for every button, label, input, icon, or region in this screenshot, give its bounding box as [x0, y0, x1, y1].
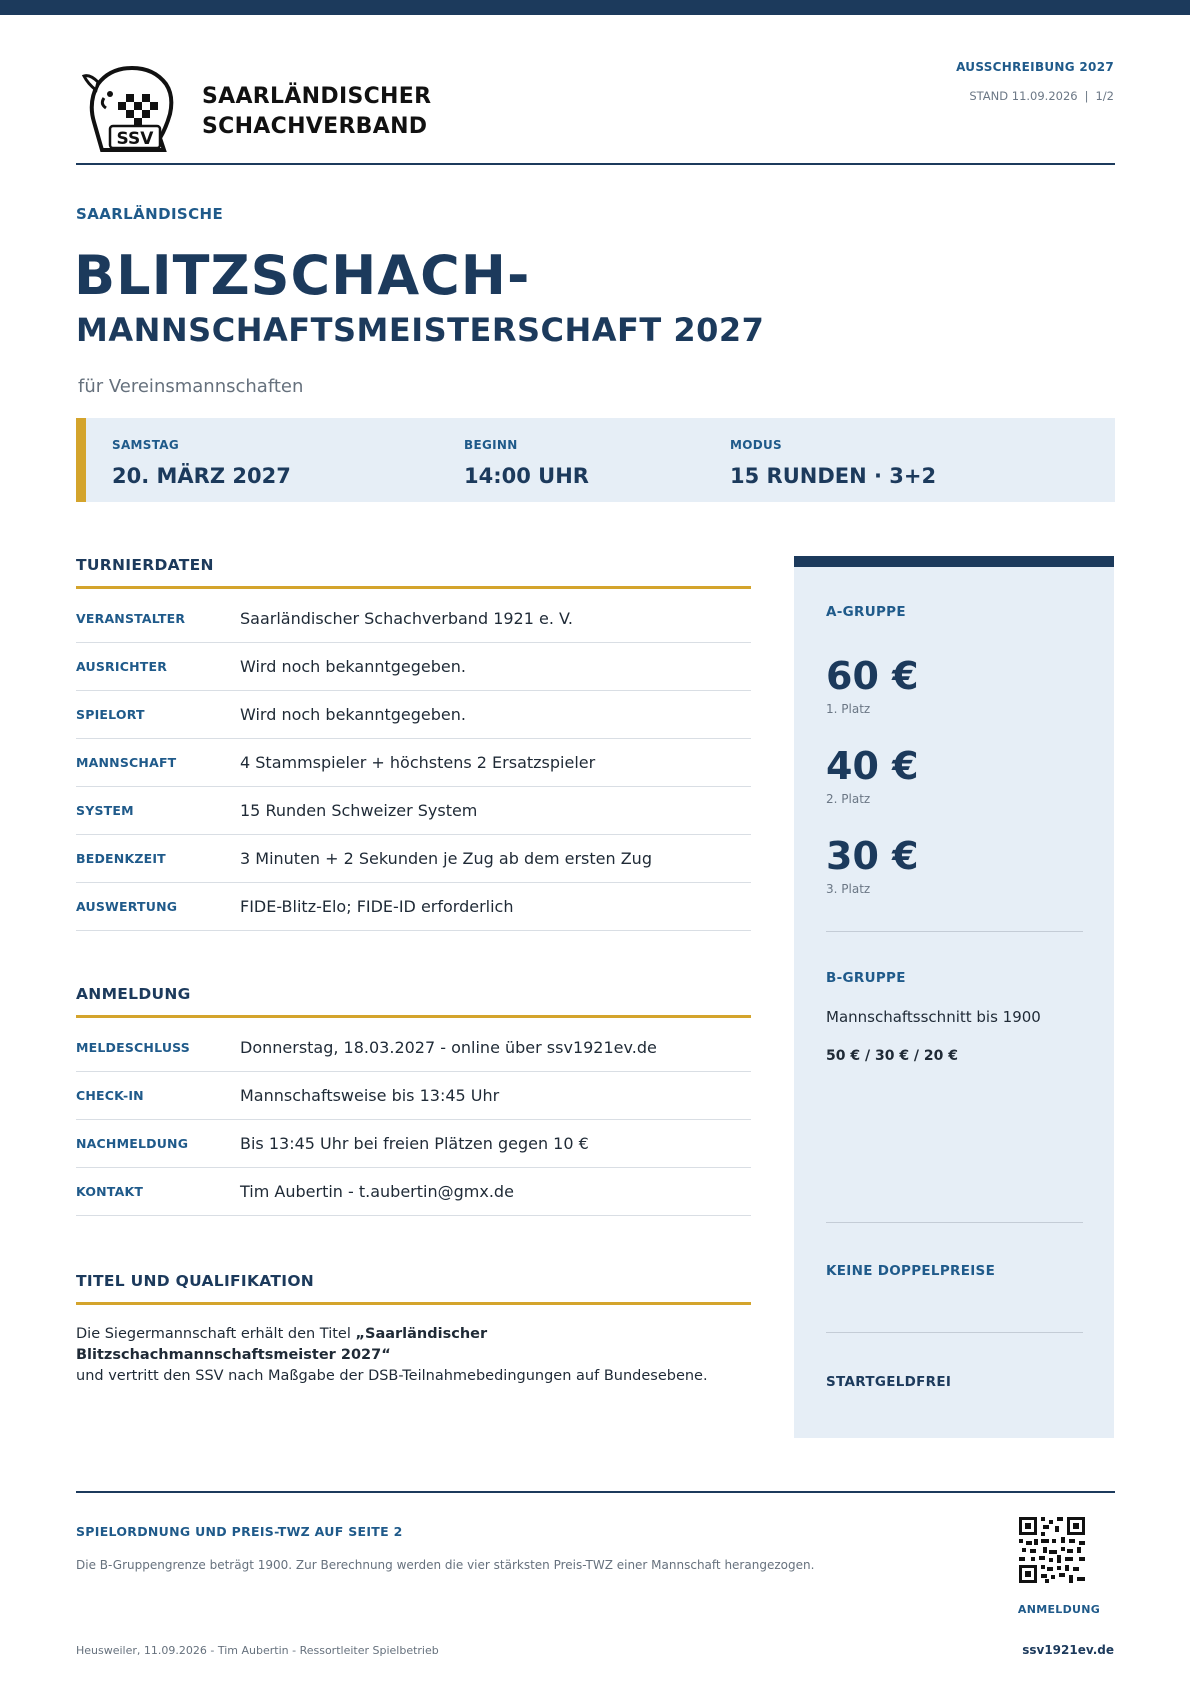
note-label: KEINE DOPPELPREISE — [826, 1263, 996, 1279]
section-title: ANMELDUNG — [76, 985, 191, 1003]
row-label: MELDESCHLUSS — [76, 1040, 191, 1055]
row-value: Tim Aubertin - t.aubertin@gmx.de — [240, 1182, 514, 1201]
keyfacts-band — [76, 418, 1115, 502]
logo-line-2: SCHACHVERBAND — [202, 114, 428, 139]
prize-item — [826, 744, 1083, 806]
footer-text: Die B-Gruppengrenze beträgt 1900. Zur Berechnung werden die vier stärksten Preis-TWZ einer Mannschaft herangezogen. — [76, 1558, 815, 1572]
table-row — [76, 595, 751, 643]
footer-divider — [76, 1491, 1115, 1493]
prize-place: 2. Platz — [826, 792, 871, 806]
a-group-label: A-GRUPPE — [826, 604, 906, 620]
table-row — [76, 883, 751, 931]
document-stand — [956, 89, 1114, 103]
titel-text-bold: „Saarländischer Blitzschachmannschaftsmeister 2027“ — [76, 1326, 488, 1363]
prize-amount: 60 € — [826, 654, 919, 698]
keyfact-start — [464, 438, 589, 488]
document-label: AUSSCHREIBUNG 2027 — [956, 60, 1114, 74]
row-value: Donnerstag, 18.03.2027 - online über ssv1921ev.de — [240, 1038, 657, 1057]
table-row — [76, 1120, 751, 1168]
footer-title: SPIELORDNUNG UND PREIS-TWZ AUF SEITE 2 — [76, 1524, 403, 1539]
footer-signature: Heusweiler, 11.09.2026 - Tim Aubertin - Ressortleiter Spielbetrieb — [76, 1644, 439, 1657]
row-label: AUSWERTUNG — [76, 899, 178, 914]
prize-item — [826, 834, 1083, 896]
note-label: STARTGELDFREI — [826, 1374, 952, 1390]
row-label: KONTAKT — [76, 1184, 144, 1199]
b-group-label: B-GRUPPE — [826, 970, 906, 986]
keyfact-value: 15 RUNDEN · 3+2 — [730, 464, 937, 488]
row-value: 4 Stammspieler + höchstens 2 Ersatzspieler — [240, 753, 596, 772]
top-color-bar — [0, 0, 1190, 15]
prize-place: 3. Platz — [826, 882, 871, 896]
title-line-1: BLITZSCHACH- — [74, 244, 531, 307]
keyfact-date — [112, 438, 291, 488]
panel-top-bar — [794, 556, 1114, 567]
row-label: BEDENKZEIT — [76, 851, 166, 866]
table-row — [76, 739, 751, 787]
panel-divider — [826, 931, 1083, 932]
keyfact-value: 20. MÄRZ 2027 — [112, 464, 291, 488]
row-value: Bis 13:45 Uhr bei freien Plätzen gegen 10 € — [240, 1134, 589, 1153]
section-rule — [76, 1015, 751, 1018]
section-turnierdaten — [76, 556, 751, 931]
row-label: MANNSCHAFT — [76, 755, 177, 770]
note-free-entry — [826, 1374, 1083, 1390]
row-value: 15 Runden Schweizer System — [240, 801, 478, 820]
section-title: TITEL UND QUALIFIKATION — [76, 1272, 315, 1290]
prize-amount: 40 € — [826, 744, 919, 788]
title-line-2: MANNSCHAFTSMEISTERSCHAFT 2027 — [76, 311, 765, 349]
b-group-text: Mannschaftsschnitt bis 1900 — [826, 1008, 1041, 1026]
title-eyebrow: SAARLÄNDISCHE — [76, 205, 224, 223]
keyfact-mode — [730, 438, 936, 488]
row-label: SPIELORT — [76, 707, 145, 722]
table-row — [76, 835, 751, 883]
table-row — [76, 691, 751, 739]
stand-date: STAND 11.09.2026 — [969, 89, 1078, 103]
qr-label: ANMELDUNG — [1017, 1603, 1101, 1616]
keyfact-label: SAMSTAG — [112, 438, 180, 452]
table-row — [76, 787, 751, 835]
logo-emblem-text: SSV — [116, 129, 154, 149]
header-divider — [76, 163, 1115, 165]
prize-item — [826, 654, 1083, 716]
separator: | — [1084, 89, 1089, 103]
section-titel — [76, 1272, 751, 1387]
prize-panel — [794, 556, 1114, 1438]
logo-line-1: SAARLÄNDISCHER — [202, 84, 432, 109]
section-title: TURNIERDATEN — [76, 556, 214, 574]
titel-text-after: und vertritt den SSV nach Maßgabe der DSB-Teilnahmebedingungen auf Bundesebene. — [76, 1368, 708, 1384]
page-number: 1/2 — [1095, 89, 1114, 103]
panel-divider — [826, 1222, 1083, 1223]
footer-website-link[interactable]: ssv1921ev.de — [1022, 1643, 1114, 1657]
prize-amount: 30 € — [826, 834, 919, 878]
b-group-amounts: 50 € / 30 € / 20 € — [826, 1048, 959, 1064]
keyfact-label: BEGINN — [464, 438, 518, 452]
row-value: Mannschaftsweise bis 13:45 Uhr — [240, 1086, 500, 1105]
section-rule — [76, 586, 751, 589]
row-value: Wird noch bekanntgegeben. — [240, 657, 466, 676]
prize-place: 1. Platz — [826, 702, 871, 716]
ssv-logo — [80, 62, 430, 158]
keyfact-value: 14:00 UHR — [464, 464, 589, 488]
section-rule — [76, 1302, 751, 1305]
table-row — [76, 1168, 751, 1216]
row-label: AUSRICHTER — [76, 659, 168, 674]
row-label: CHECK-IN — [76, 1088, 144, 1103]
table-row — [76, 643, 751, 691]
row-label: SYSTEM — [76, 803, 134, 818]
row-value: Saarländischer Schachverband 1921 e. V. — [240, 609, 573, 628]
panel-divider — [826, 1332, 1083, 1333]
document-meta — [956, 60, 1114, 103]
row-value: Wird noch bekanntgegeben. — [240, 705, 466, 724]
band-accent — [76, 418, 86, 502]
table-row — [76, 1024, 751, 1072]
a-group-label-wrap — [826, 604, 1083, 620]
note-no-double — [826, 1263, 1083, 1279]
logo-text — [202, 82, 431, 142]
row-value: 3 Minuten + 2 Sekunden je Zug ab dem ersten Zug — [240, 849, 652, 868]
titel-paragraph — [76, 1324, 751, 1387]
b-group — [826, 970, 1083, 1064]
table-row — [76, 1072, 751, 1120]
row-value: FIDE-Blitz-Elo; FIDE-ID erforderlich — [240, 897, 514, 916]
row-label: NACHMELDUNG — [76, 1136, 189, 1151]
qr-code-icon[interactable] — [1019, 1517, 1085, 1583]
row-label: VERANSTALTER — [76, 611, 186, 626]
title-subtitle: für Vereinsmannschaften — [78, 376, 304, 397]
section-anmeldung — [76, 985, 751, 1216]
chess-knight-icon — [80, 62, 180, 158]
keyfact-label: MODUS — [730, 438, 782, 452]
titel-text-before: Die Siegermannschaft erhält den Titel — [76, 1326, 356, 1342]
